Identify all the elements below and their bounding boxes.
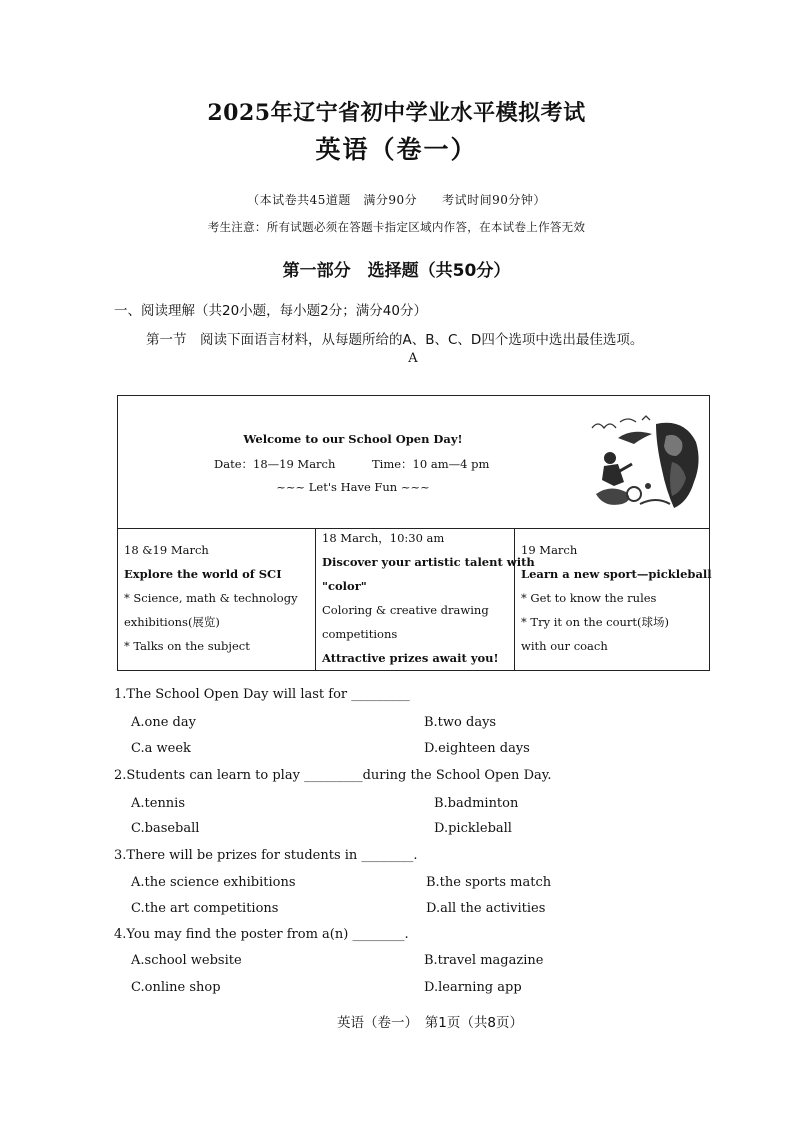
exam-info: （本试卷共45道题 满分90分 考试时间90分钟）	[247, 193, 546, 207]
art-date: 18 March，10:30 am	[322, 531, 445, 545]
option-b: B.two days	[424, 715, 497, 730]
section-heading: 一、阅读理解（共20小题，每小题2分；满分40分）	[114, 303, 427, 319]
open-day-poster	[117, 395, 710, 671]
option-c: C.baseball	[131, 821, 200, 836]
option-d: D.all the activities	[426, 901, 546, 916]
art-body: Coloring & creative drawing	[322, 603, 489, 617]
poster-header	[118, 396, 709, 529]
question-stem: 1.The School Open Day will last for _________	[114, 687, 410, 702]
option-c: C.the art competitions	[131, 901, 279, 916]
option-b: B.travel magazine	[424, 953, 544, 968]
poster-column-science	[118, 529, 316, 670]
passage-label: A	[408, 351, 418, 366]
sport-item-rules: * Get to know the rules	[521, 591, 657, 605]
option-a: A.the science exhibitions	[131, 875, 296, 890]
option-d: D.pickleball	[434, 821, 512, 836]
art-heading-cont: "color"	[322, 579, 367, 593]
science-item: * Science, math & technology	[124, 591, 298, 605]
option-d: D.learning app	[424, 980, 522, 995]
science-heading: Explore the world of SCI	[124, 567, 282, 581]
science-talks: * Talks on the subject	[124, 639, 250, 653]
poster-time: Time：10 am—4 pm	[372, 457, 490, 471]
option-a: A.school website	[131, 953, 242, 968]
science-date: 18 &19 March	[124, 543, 209, 557]
question-stem: 3.There will be prizes for students in ________.	[114, 848, 418, 863]
option-a: A.one day	[131, 715, 196, 730]
poster-column-sport	[515, 529, 712, 670]
option-b: B.badminton	[434, 796, 519, 811]
subject-title: 英语（卷一）	[315, 135, 478, 164]
poster-slogan: ~~~ Let's Have Fun ~~~	[276, 480, 430, 494]
part-title: 第一部分 选择题（共50分）	[282, 261, 511, 281]
question-stem: 2.Students can learn to play _________during the School Open Day.	[114, 768, 552, 783]
sport-heading: Learn a new sport—pickleball	[521, 567, 712, 581]
poster-welcome: Welcome to our School Open Day!	[243, 432, 463, 446]
sport-item-cont: with our coach	[521, 639, 608, 653]
exam-notice: 考生注意：所有试题必须在答题卡指定区域内作答，在本试卷上作答无效	[207, 220, 586, 234]
poster-date: Date：18—19 March	[214, 457, 336, 471]
poster-column-art	[316, 529, 535, 670]
sport-date: 19 March	[521, 543, 578, 557]
art-prize: Attractive prizes await you!	[322, 651, 499, 665]
question-stem: 4.You may find the poster from a(n) ________.	[114, 927, 409, 942]
option-a: A.tennis	[131, 796, 186, 811]
option-c: C.online shop	[131, 980, 221, 995]
option-b: B.the sports match	[426, 875, 552, 890]
option-c: C.a week	[131, 741, 191, 756]
art-heading: Discover your artistic talent with	[322, 555, 535, 569]
sport-item-court: * Try it on the court(球场)	[521, 615, 670, 629]
page-footer: 英语（卷一） 第1页（共8页）	[337, 1015, 523, 1031]
science-item-cont: exhibitions(展览)	[124, 615, 220, 629]
exam-title: 2025年辽宁省初中学业水平模拟考试	[207, 100, 586, 126]
art-body-cont: competitions	[322, 627, 398, 641]
poster-illustration	[590, 414, 702, 510]
section-instruction: 第一节 阅读下面语言材料，从每题所给的A、B、C、D四个选项中选出最佳选项。	[146, 332, 644, 348]
option-d: D.eighteen days	[424, 741, 530, 756]
